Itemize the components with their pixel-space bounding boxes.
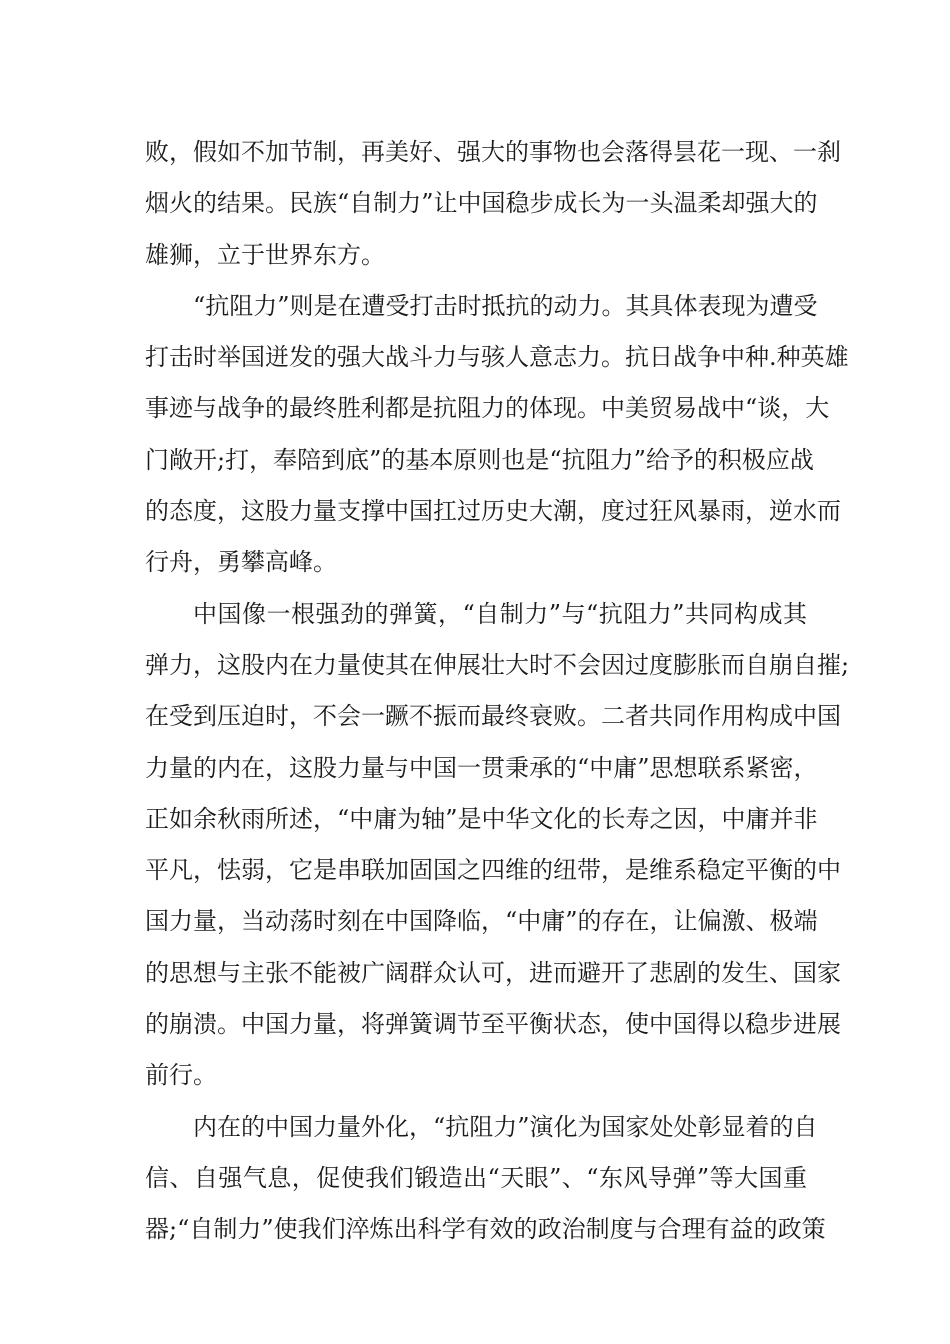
body-text [145, 127, 850, 1256]
text-line: 中国像一根强劲的弹簧，“自制力”与“抗阻力”共同构成其 [193, 599, 807, 628]
text-line: 的崩溃。中国力量，将弹簧调节至平衡状态，使中国得以稳步进展 [145, 1010, 841, 1039]
text-line: 的思想与主张不能被广阔群众认可，进而避开了悲剧的发生、国家 [145, 958, 841, 987]
text-line: 力量的内在，这股力量与中国一贯秉承的“中庸”思想联系紧密， [145, 753, 818, 782]
text-line: 正如余秋雨所述，“中庸为轴”是中华文化的长寿之因，中庸并非 [145, 804, 818, 833]
text-line: 事迹与战争的最终胜利都是抗阻力的体现。中美贸易战中“谈，大 [145, 394, 830, 423]
text-line: 平凡，怯弱，它是串联加固国之四维的纽带，是维系稳定平衡的中 [145, 856, 841, 885]
text-line: 的态度，这股力量支撑中国扛过历史大潮，度过狂风暴雨，逆水而 [145, 497, 841, 526]
text-line: 国力量，当动荡时刻在中国降临，“中庸”的存在，让偏激、极端 [145, 907, 818, 936]
text-line: 行舟，勇攀高峰。 [145, 548, 337, 577]
text-line: “抗阻力”则是在遭受打击时抵抗的动力。其具体表现为遭受 [193, 291, 818, 320]
paragraph-2 [145, 281, 849, 589]
paragraph-3 [145, 589, 850, 1102]
text-line: 打击时举国迸发的强大战斗力与骇人意志力。抗日战争中种.种英雄 [145, 343, 849, 372]
text-line: 器;“自制力”使我们淬炼出科学有效的政治制度与合理有益的政策 [145, 1215, 826, 1244]
text-line: 败，假如不加节制，再美好、强大的事物也会落得昙花一现、一刹 [145, 138, 841, 166]
text-line: 雄狮，立于世界东方。 [145, 240, 385, 269]
text-line: 前行。 [145, 1061, 217, 1090]
paragraph-1 [145, 127, 841, 281]
text-line: 在受到压迫时，不会一蹶不振而最终衰败。二者共同作用构成中国 [145, 702, 841, 731]
text-line: 内在的中国力量外化，“抗阻力”演化为国家处处彰显着的自 [193, 1112, 818, 1141]
text-line: 门敞开;打，奉陪到底”的基本原则也是“抗阻力”给予的积极应战 [145, 445, 814, 474]
paragraph-4 [145, 1102, 826, 1256]
text-line: 烟火的结果。民族“自制力”让中国稳步成长为一头温柔却强大的 [145, 189, 818, 218]
text-line: 信、自强气息，促使我们锻造出“天眼”、“东风导弹”等大国重 [145, 1163, 807, 1192]
text-line: 弹力，这股内在力量使其在伸展壮大时不会因过度膨胀而自崩自摧; [145, 650, 850, 679]
